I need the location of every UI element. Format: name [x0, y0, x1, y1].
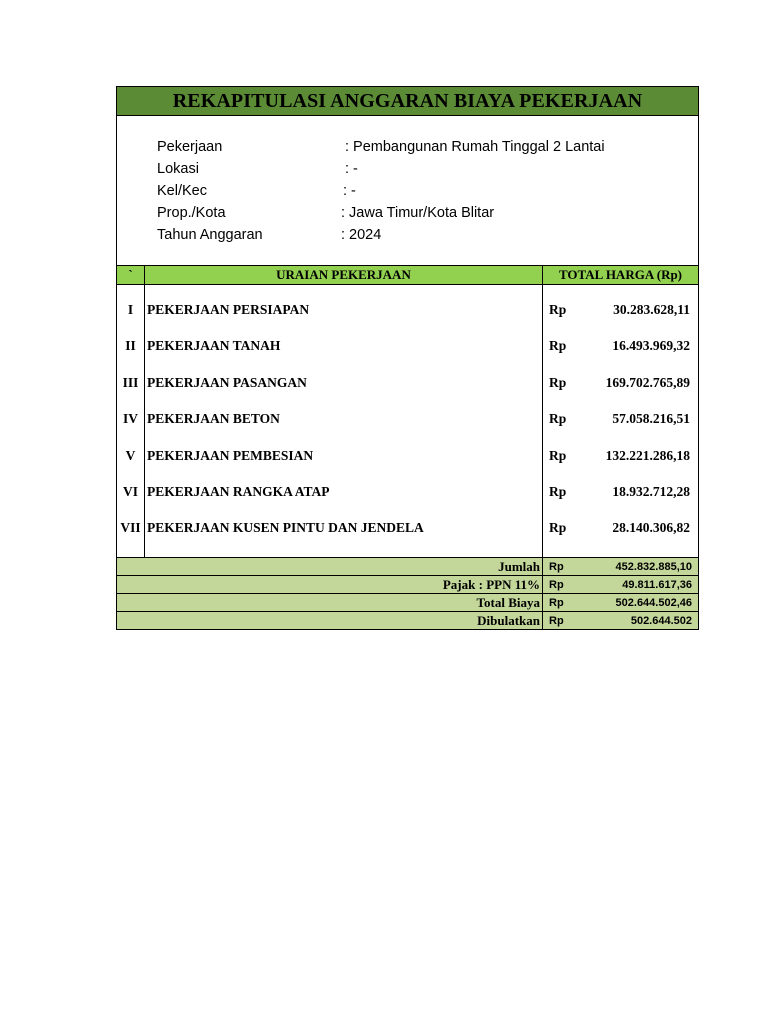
- row-description: PEKERJAAN PEMBESIAN: [147, 448, 314, 463]
- row-number: VI: [122, 484, 138, 499]
- currency-label: Rp: [549, 560, 564, 573]
- budget-recap-sheet: [116, 86, 699, 630]
- summary-label: Dibulatkan: [117, 612, 543, 629]
- currency-label: Rp: [549, 448, 567, 463]
- row-description: PEKERJAAN RANGKA ATAP: [147, 484, 330, 499]
- row-description: PEKERJAAN PERSIAPAN: [147, 302, 310, 317]
- info-label: Pekerjaan: [157, 139, 223, 155]
- currency-label: Rp: [549, 614, 564, 627]
- row-number: I: [127, 302, 134, 317]
- info-value: : Pembangunan Rumah Tinggal 2 Lantai: [345, 139, 605, 155]
- amount-value: 132.221.286,18: [605, 448, 690, 463]
- row-description: PEKERJAAN TANAH: [147, 338, 281, 353]
- info-value: : Jawa Timur/Kota Blitar: [341, 205, 495, 221]
- summary-section: [117, 558, 698, 629]
- info-label: Lokasi: [157, 161, 199, 177]
- summary-row-ppn: [117, 576, 698, 594]
- row-description: PEKERJAAN KUSEN PINTU DAN JENDELA: [147, 520, 424, 535]
- sheet-title: REKAPITULASI ANGGARAN BIAYA PEKERJAAN: [117, 87, 698, 116]
- info-label: Tahun Anggaran: [157, 227, 263, 243]
- summary-row-dibulatkan: [117, 612, 698, 629]
- summary-label: Total Biaya: [117, 594, 543, 611]
- row-description: PEKERJAAN BETON: [147, 411, 280, 426]
- header-uraian: URAIAN PEKERJAAN: [145, 266, 543, 284]
- row-price: [549, 409, 690, 429]
- row-description: PEKERJAAN PASANGAN: [147, 375, 307, 390]
- amount-value: 502.644.502,46: [615, 596, 692, 609]
- row-price: [549, 482, 690, 502]
- currency-label: Rp: [549, 411, 567, 426]
- amount-value: 18.932.712,28: [612, 484, 690, 499]
- column-uraian: [145, 285, 543, 557]
- info-row-prop-kota: [117, 202, 698, 224]
- info-row-kel-kec: [117, 180, 698, 202]
- currency-label: Rp: [549, 375, 567, 390]
- summary-label: Pajak : PPN 11%: [117, 576, 543, 593]
- amount-value: 57.058.216,51: [612, 411, 690, 426]
- amount-value: 169.702.765,89: [605, 375, 690, 390]
- column-total: [543, 285, 698, 557]
- row-price: [549, 336, 690, 356]
- row-price: [549, 518, 690, 538]
- table-body: [117, 285, 698, 558]
- summary-row-jumlah: [117, 558, 698, 576]
- amount-value: 28.140.306,82: [612, 520, 690, 535]
- amount-value: 49.811.617,36: [622, 578, 692, 591]
- info-row-tahun-anggaran: [117, 224, 698, 246]
- amount-value: 502.644.502: [630, 614, 692, 627]
- currency-label: Rp: [549, 302, 567, 317]
- info-value: : -: [345, 161, 358, 177]
- header-total: TOTAL HARGA (Rp): [558, 267, 683, 282]
- amount-value: 16.493.969,32: [612, 338, 690, 353]
- info-row-lokasi: [117, 158, 698, 180]
- summary-value: [543, 612, 698, 629]
- summary-value: [543, 576, 698, 593]
- row-number: II: [125, 338, 136, 353]
- row-number: IV: [122, 411, 138, 426]
- summary-label: Jumlah: [117, 558, 543, 575]
- row-price: [549, 446, 690, 466]
- info-label: Prop./Kota: [157, 205, 226, 221]
- currency-label: Rp: [549, 520, 567, 535]
- summary-value: [543, 558, 698, 575]
- summary-value: [543, 594, 698, 611]
- table-header: [117, 266, 698, 285]
- row-price: [549, 373, 690, 393]
- row-number: V: [125, 448, 136, 463]
- info-label: Kel/Kec: [157, 183, 207, 199]
- row-number: VII: [120, 520, 141, 535]
- summary-row-total-biaya: [117, 594, 698, 612]
- amount-value: 452.832.885,10: [615, 560, 692, 573]
- info-value: : 2024: [341, 227, 382, 243]
- project-info: [117, 116, 698, 266]
- currency-label: Rp: [549, 578, 564, 591]
- header-no: `: [117, 266, 145, 284]
- currency-label: Rp: [549, 596, 564, 609]
- info-value: : -: [343, 183, 356, 199]
- column-no: [117, 285, 145, 557]
- row-price: [549, 300, 690, 320]
- amount-value: 30.283.628,11: [613, 302, 690, 317]
- row-number: III: [122, 375, 139, 390]
- currency-label: Rp: [549, 484, 567, 499]
- info-row-pekerjaan: [117, 136, 698, 158]
- currency-label: Rp: [549, 338, 567, 353]
